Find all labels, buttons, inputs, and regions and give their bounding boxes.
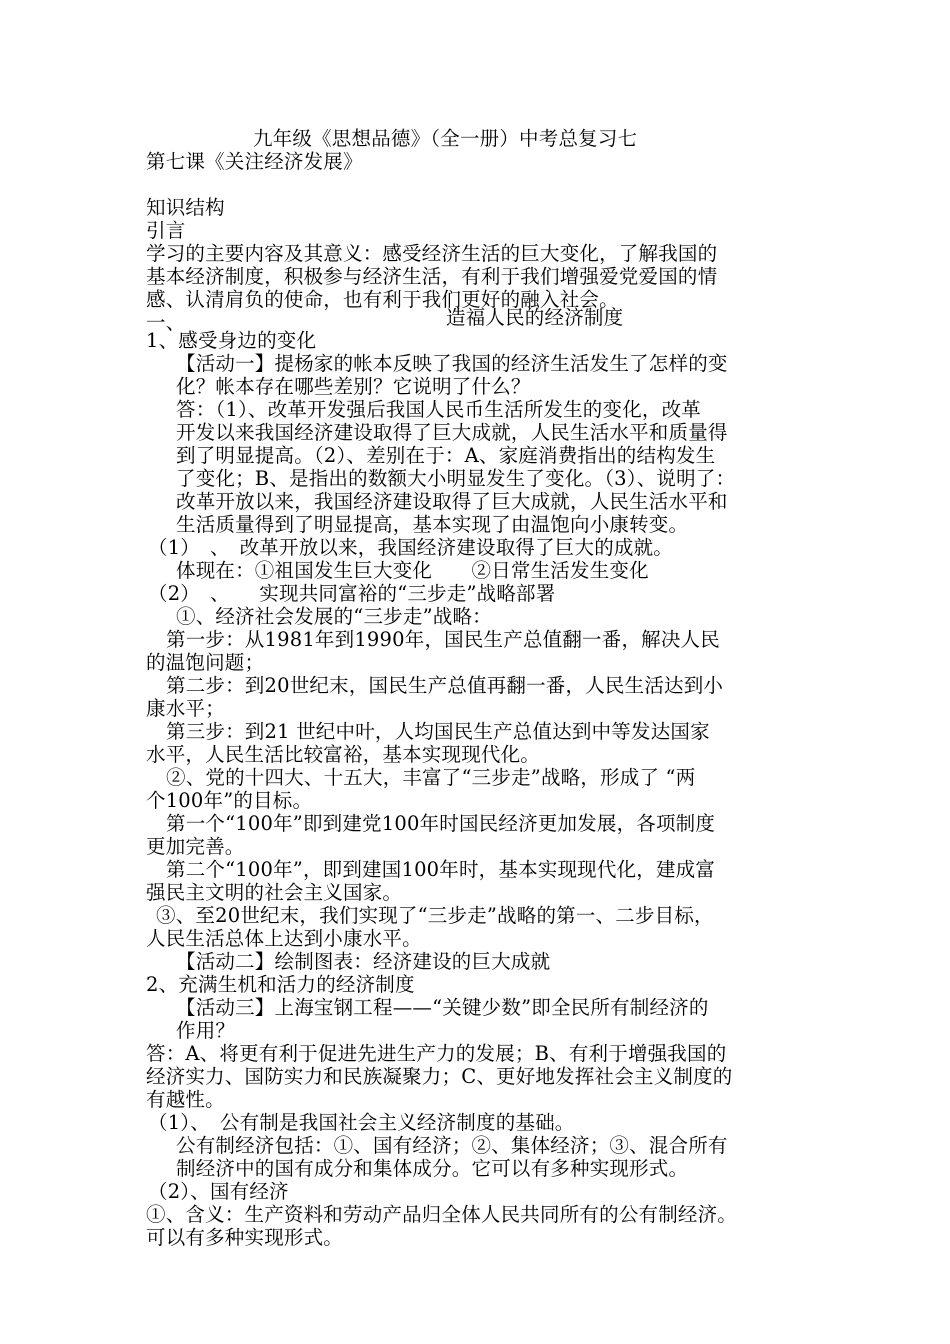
section-title: 造福人民的经济制度 (446, 306, 624, 329)
text-line: ②、党的十四大、十五大，丰富了“三步走”战略，形成了 “两 (166, 766, 696, 789)
text-line: 答：（1）、改革开发强后我国人民币生活所发生的变化，改革 (176, 398, 702, 421)
text-line: 可以有多种实现形式。 (146, 1226, 344, 1249)
text-line: （1） 、 改革开放以来，我国经济建设取得了巨大的成就。 (148, 536, 674, 559)
text-line: 答：A、将更有利于促进先进生产力的发展；B、有利于增强我国的 (146, 1042, 727, 1065)
text-line: 改革开放以来，我国经济建设取得了巨大成就，人民生活水平和 (176, 490, 728, 513)
text-line: 公有制经济包括：①、国有经济；②、集体经济；③、混合所有 (176, 1134, 728, 1157)
text-line: 【活动三】上海宝钢工程——“关键少数”即全民所有制经济的 (176, 996, 709, 1019)
subsection-heading: 1、感受身边的变化 (146, 329, 317, 352)
lesson-title: 第七课《关注经济发展》 (146, 150, 363, 173)
text-line: 经济实力、国防实力和民族凝聚力；C、更好地发挥社会主义制度的 (146, 1065, 733, 1088)
text-line: 康水平； (146, 697, 225, 720)
text-line: ①、含义：生产资料和劳动产品归全体人民共同所有的公有制经济。 (146, 1203, 738, 1226)
section-number: 一、 (146, 311, 186, 334)
text-line: 【活动二】绘制图表：经济建设的巨大成就 (176, 950, 551, 973)
text-line: 开发以来我国经济建设取得了巨大成就，人民生活水平和质量得 (176, 421, 728, 444)
text-line: ③、至20世纪末，我们实现了“三步走”战略的第一、二步目标， (156, 904, 714, 927)
text-line: （2）、国有经济 (148, 1180, 289, 1203)
text-line: 的温饱问题； (146, 651, 265, 674)
text-line: 基本经济制度，积极参与经济生活，有利于我们增强爱党爱国的情 (146, 265, 718, 288)
text-line: 水平，人民生活比较富裕，基本实现现代化。 (146, 743, 541, 766)
section-heading: 引言 (146, 219, 186, 242)
text-line: 了变化；B、是指出的数额大小明显发生了变化。（3）、说明了： (176, 467, 736, 490)
subsection-heading: 2、充满生机和活力的经济制度 (146, 973, 415, 996)
text-line: 【活动一】提杨家的帐本反映了我国的经济生活发生了怎样的变 (176, 352, 728, 375)
text-line: 第二步：到20世纪末，国民生产总值再翻一番，人民生活达到小 (166, 674, 724, 697)
text-line: （1）、 公有制是我国社会主义经济制度的基础。 (148, 1111, 575, 1134)
document-title: 九年级《思想品德》（全一册）中考总复习七 (253, 127, 638, 150)
text-line: 强民主文明的社会主义国家。 (146, 881, 403, 904)
section-heading: 知识结构 (146, 196, 225, 219)
text-line: 更加完善。 (146, 835, 245, 858)
text-line: 有越性。 (146, 1088, 225, 1111)
text-line: 个100年”的目标。 (146, 789, 313, 812)
text-line: 化？帐本存在哪些差别？它说明了什么？ (176, 375, 531, 398)
text-line: ①、经济社会发展的“三步走”战略： (176, 605, 492, 628)
text-line: 体现在：①祖国发生巨大变化 ②日常生活发生变化 (176, 559, 649, 582)
text-line: 第三步：到21 世纪中叶，人均国民生产总值达到中等发达国家 (166, 720, 710, 743)
text-line: 感、认清肩负的使命，也有利于我们更好的融入社会。 (146, 288, 619, 311)
text-line: 到了明显提高。（2）、差别在于：A、家庭消费指出的结构发生 (176, 444, 716, 467)
text-line: 第一步：从1981年到1990年，国民生产总值翻一番，解决人民 (166, 628, 720, 651)
text-line: 生活质量得到了明显提高，基本实现了由温饱向小康转变。 (176, 513, 689, 536)
text-line: （2） 、 实现共同富裕的“三步走”战略部署 (148, 582, 556, 605)
text-line: 第一个“100年”即到建党100年时国民经济更加发展，各项制度 (166, 812, 716, 835)
text-line: 制经济中的国有成分和集体成分。它可以有多种实现形式。 (176, 1157, 689, 1180)
text-line: 作用？ (176, 1019, 236, 1042)
text-line: 第二个“100年”，即到建国100年时，基本实现现代化，建成富 (166, 858, 716, 881)
text-line: 人民生活总体上达到小康水平。 (146, 927, 422, 950)
text-line: 学习的主要内容及其意义：感受经济生活的巨大变化，了解我国的 (146, 242, 718, 265)
